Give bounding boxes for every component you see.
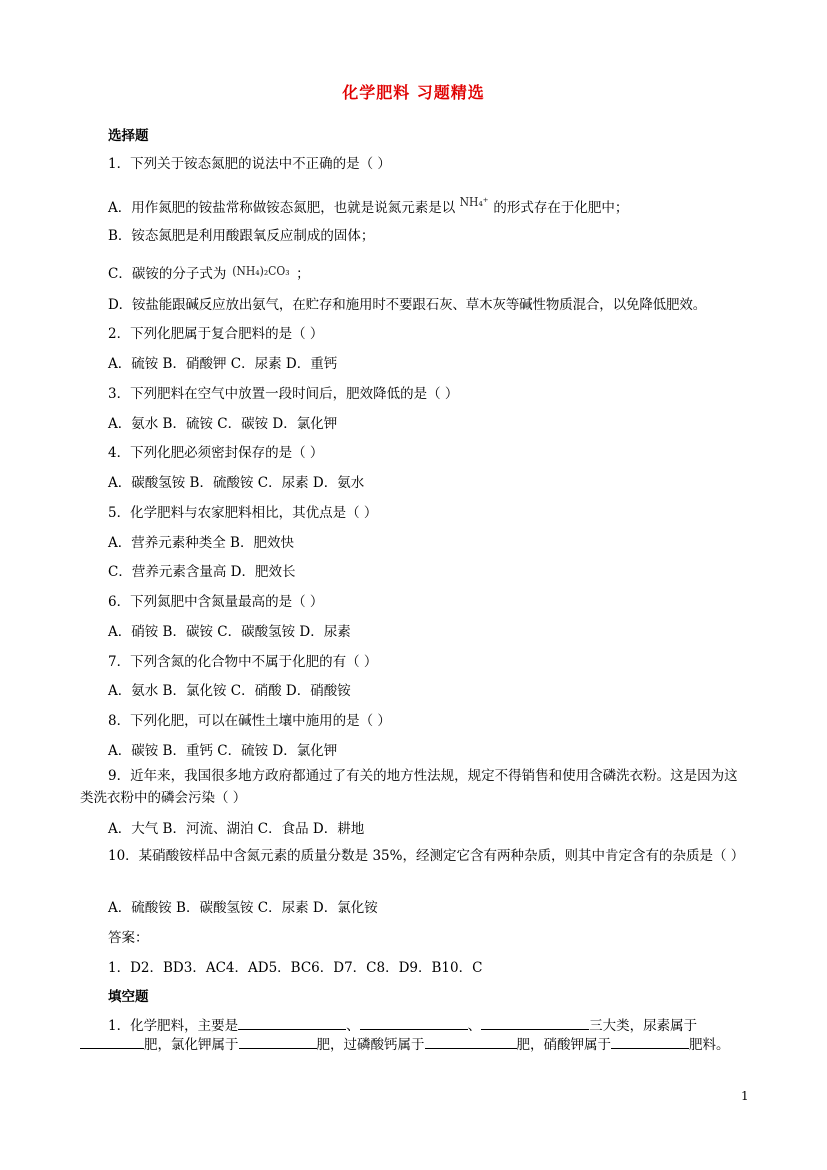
question-2-stem: 2．下列化肥属于复合肥料的是（ ） [108, 326, 324, 342]
blank-7[interactable] [611, 1034, 689, 1049]
section-heading-choice: 选择题 [108, 128, 149, 144]
fill-text-6: 肥，过磷酸钙属于 [316, 1037, 425, 1053]
fill-text-7: 肥，硝酸钾属于 [516, 1037, 611, 1053]
question-1-option-d: D．铵盐能跟碱反应放出氨气，在贮存和施用时不要跟石灰、草木灰等碱性物质混合，以免降低肥效。 [108, 297, 707, 313]
question-9-stem: 9．近年来，我国很多地方政府都通过了有关的地方性法规，规定不得销售和使用含磷洗衣粉。这是因为这类洗衣粉中的磷会污染（ ） [80, 768, 738, 806]
page-number: 1 [741, 1089, 749, 1103]
question-5-options-1: A．营养元素种类全 B．肥效快 [108, 535, 294, 551]
question-1-option-a [108, 195, 628, 216]
question-5-stem: 5．化学肥料与农家肥料相比，其优点是（ ） [108, 505, 378, 521]
answer-key: 1．D2．BD3．AC4．AD5．BC6．D7．C8．D9．B10．C [108, 960, 483, 976]
blank-5[interactable] [239, 1034, 317, 1049]
question-4-options: A．碳酸氢铵 B．硫酸铵 C．尿素 D．氨水 [108, 475, 365, 491]
question-1-option-c [108, 262, 310, 282]
question-5-options-2: C．营养元素含量高 D．肥效长 [108, 564, 296, 580]
question-3-stem: 3．下列肥料在空气中放置一段时间后，肥效降低的是（ ） [108, 386, 459, 402]
question-1-stem: 1．下列关于铵态氮肥的说法中不正确的是（ ） [108, 156, 391, 172]
blank-1[interactable] [238, 1015, 346, 1030]
fill-text-3: 、 [467, 1018, 482, 1034]
fill-text-1: 1．化学肥料，主要是 [108, 1018, 239, 1034]
option-a-text-pre: A．用作氮肥的铵盐常称做铵态氮肥，也就是说氮元素是以 [108, 200, 456, 216]
option-a-text-post: 的形式存在于化肥中； [493, 200, 629, 216]
question-1-option-b: B．铵态氮肥是利用酸跟氧反应制成的固体； [108, 228, 375, 244]
question-4-stem: 4．下列化肥必须密封保存的是（ ） [108, 445, 324, 461]
blank-4[interactable] [80, 1034, 144, 1049]
blank-3[interactable] [481, 1015, 589, 1030]
question-9-options: A．大气 B．河流、湖泊 C．食品 D．耕地 [108, 821, 365, 837]
page-title: 化学肥料 习题精选 [342, 83, 485, 102]
answer-label: 答案： [108, 930, 149, 946]
ammonium-ion-formula: NH₄⁺ [459, 195, 489, 209]
question-6-options: A．硝铵 B．碳铵 C．碳酸氢铵 D．尿素 [108, 624, 351, 640]
question-10-options: A．硫酸铵 B．碳酸氢铵 C．尿素 D．氯化铵 [108, 900, 378, 916]
question-2-options: A．硫铵 B．硝酸钾 C．尿素 D．重钙 [108, 356, 338, 372]
option-c-text-pre: C．碳铵的分子式为 [108, 266, 227, 282]
option-c-text-post: ； [296, 266, 310, 282]
section-heading-fill: 填空题 [108, 989, 149, 1005]
fill-question-1-line-2 [80, 1033, 730, 1053]
question-7-stem: 7．下列含氮的化合物中不属于化肥的有（ ） [108, 654, 378, 670]
question-8-options: A．碳铵 B．重钙 C．硫铵 D．氯化钾 [108, 743, 338, 759]
fill-text-5: 肥，氯化钾属于 [144, 1037, 239, 1053]
question-7-options: A．氨水 B．氯化铵 C．硝酸 D．硝酸铵 [108, 683, 351, 699]
fill-text-8: 肥料。 [689, 1037, 730, 1053]
fill-text-2: 、 [346, 1018, 360, 1034]
question-6-stem: 6．下列氮肥中含氮量最高的是（ ） [108, 594, 324, 610]
question-10-stem: 10．某硝酸铵样品中含氮元素的质量分数是 35%，经测定它含有两种杂质，则其中肯定含有的杂质是（ ） [108, 848, 745, 864]
fill-question-1-line-1 [108, 1014, 697, 1034]
fill-text-4: 三大类，尿素属于 [589, 1018, 698, 1034]
question-8-stem: 8．下列化肥，可以在碱性土壤中施用的是（ ） [108, 713, 391, 729]
blank-2[interactable] [360, 1015, 468, 1030]
question-3-options: A．氨水 B．硫铵 C．碳铵 D．氯化钾 [108, 416, 338, 432]
ammonium-carbonate-formula: (NH₄)₂CO₃ [232, 264, 290, 278]
blank-6[interactable] [425, 1034, 517, 1049]
